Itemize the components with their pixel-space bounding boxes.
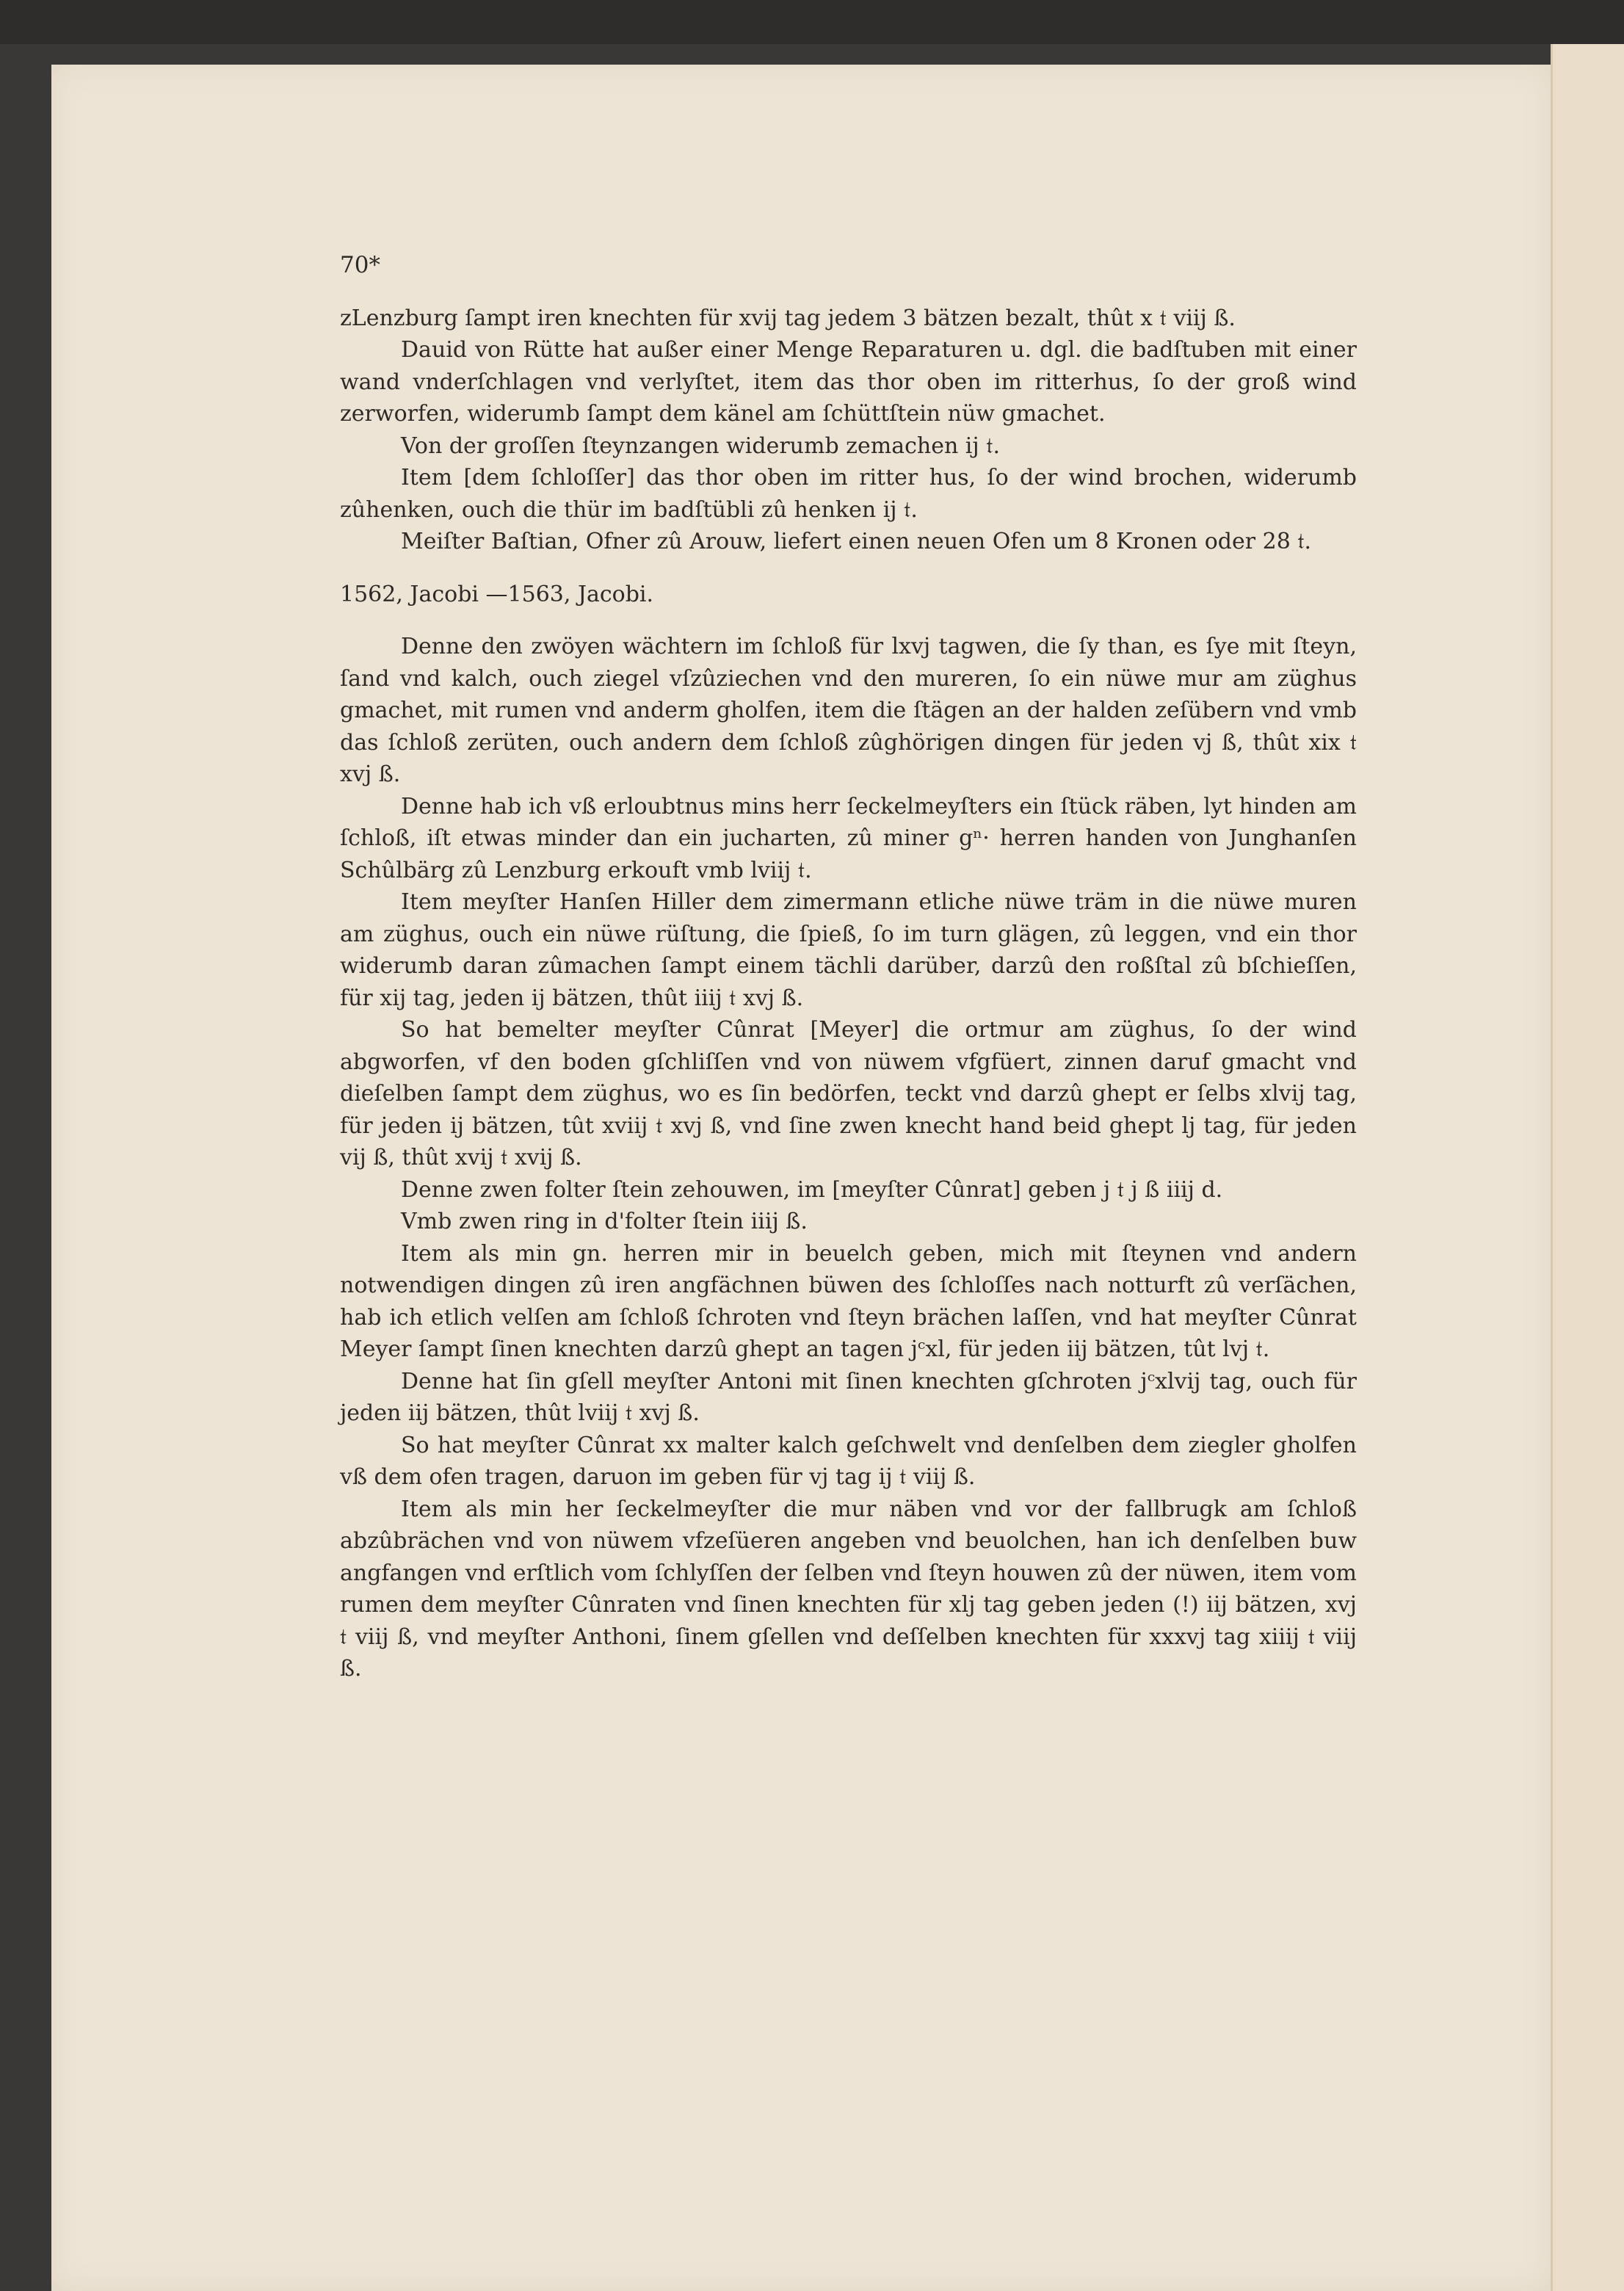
paragraph: Meiſter Baſtian, Ofner zû Arouw, liefert einen neuen Ofen um 8 Kronen oder 28 𝔱. xyxy=(401,529,1312,554)
page-number: 70* xyxy=(340,252,380,278)
paragraph: Item meyſter Hanſen Hiller dem zimermann etliche nüwe träm in die nüwe muren am züghus, ouch ein nüwe rüſtung, die ſpieß, ſo im turn glägen, zû leggen, vnd ein thor widerumb daran zûmachen ſampt einem tächli darüber, darzû den roßſtal zû bſchieſſen, für xij tag, jeden ij bätzen, thût iiij 𝔱 xvj ß. xyxy=(340,889,1357,1011)
paragraph: So hat bemelter meyſter Cûnrat [Meyer] die ortmur am züghus, ſo der wind abgworfen, vf den boden gſchliſſen vnd von nüwem vfgfüert, zinnen daruf gmacht vnd dieſelben ſampt dem züghus, wo es ſin bedörfen, teckt vnd darzû ghept er ſelbs xlvij tag, für jeden ij bätzen, tût xviij 𝔱 xvj ß, vnd ſine zwen knecht hand beid ghept lj tag, für jeden vij ß, thût xvij 𝔱 xvij ß. xyxy=(340,1017,1357,1170)
paragraph: Dauid von Rütte hat außer einer Menge Reparaturen u. dgl. die badſtuben mit einer wand vnderſchlagen vnd verlyſtet, item das thor oben im ritterhus, ſo der groß wind zerworfen, widerumb ſampt dem känel am ſchüttſtein nüw gmachet. xyxy=(340,337,1357,427)
paragraph: Item als min her ſeckelmeyſter die mur näben vnd vor der fallbrugk am ſchloß abzûbrächen vnd von nüwem vfzeſüeren angeben vnd beuolchen, han ich denſelben buw angfangen vnd erſtlich vom ſchlyſſen der ſelben vnd ſteyn houwen zû der nüwen, item vom rumen dem meyſter Cûnraten vnd ſinen knechten für xlj tag geben jeden (!) iij bätzen, xvj 𝔱 viij ß, vnd meyſter Anthoni, ſinem gſellen vnd deſſelben knechten für xxxvj tag xiiij 𝔱 viij ß. xyxy=(340,1496,1357,1682)
paragraph: Denne hat ſin gſell meyſter Antoni mit ſinen knechten gſchroten jᶜxlvij tag, ouch für jeden iij bätzen, thût lviij 𝔱 xvj ß. xyxy=(340,1368,1357,1426)
section-heading: 1562, Jacobi —1563, Jacobi. xyxy=(340,581,654,607)
facing-page-edge xyxy=(1551,44,1624,2291)
paragraph: Vmb zwen ring in d'folter ſtein iiij ß. xyxy=(401,1209,808,1234)
paragraph: Item [dem ſchloſſer] das thor oben im ritter hus, ſo der wind brochen, widerumb zûhenken, ouch die thür im badſtübli zû henken ij 𝔱. xyxy=(340,465,1357,523)
paragraph: Denne hab ich vß erloubtnus mins herr ſeckelmeyſters ein ſtück räben, lyt hinden am ſchloß, iſt etwas minder dan ein jucharten, zû miner gⁿ· herren handen von Junghanſen Schûlbärg zû Lenzburg erkouft vmb lviij 𝔱. xyxy=(340,793,1357,883)
paragraph: Von der groſſen ſteynzangen widerumb zemachen ij 𝔱. xyxy=(401,432,1000,459)
page-text xyxy=(340,250,1357,1685)
paragraph: Denne den zwöyen wächtern im ſchloß für lxvj tagwen, die ſy than, es ſye mit ſteyn, ſand vnd kalch, ouch ziegel vſzûziechen vnd den mureren, ſo ein nüwe mur am züghus gmachet, mit rumen vnd anderm gholfen, item die ſtägen an der halden zeſübern vnd vmb das ſchloß zerüten, ouch andern dem ſchloß zûghörigen dingen für jeden vj ß, thût xix 𝔱 xvj ß. xyxy=(340,634,1357,787)
scan-background-top xyxy=(0,0,1624,44)
paragraph: So hat meyſter Cûnrat xx malter kalch geſchwelt vnd denſelben dem ziegler gholfen vß dem ofen tragen, daruon im geben für vj tag ij 𝔱 viij ß. xyxy=(340,1432,1357,1490)
paragraph: Item als min gn. herren mir in beuelch geben, mich mit ſteynen vnd andern notwendigen dingen zû iren angfächnen büwen des ſchloſſes nach notturft zû verſächen, hab ich etlich velſen am ſchloß ſchroten vnd ſteyn brächen laſſen, vnd hat meyſter Cûnrat Meyer ſampt ſinen knechten darzû ghept an tagen jᶜxl, für jeden iij bätzen, tût lvj 𝔱. xyxy=(340,1240,1357,1362)
paragraph: zLenzburg ſampt iren knechten für xvij tag jedem 3 bätzen bezalt, thût x 𝔱 viij ß. xyxy=(340,305,1236,331)
paragraph: Denne zwen folter ſtein zehouwen, im [meyſter Cûnrat] geben j 𝔱 j ß iiij d. xyxy=(401,1176,1223,1203)
